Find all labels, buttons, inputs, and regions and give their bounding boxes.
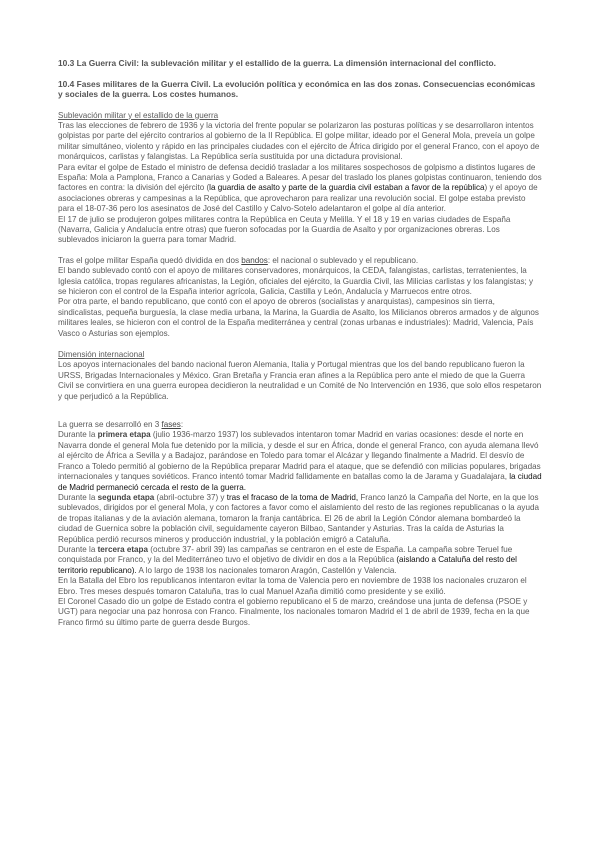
highlight-text: la ciudad de Madrid permaneció cercada el resto de la guerra. <box>58 472 542 492</box>
text-run: (julio 1936-marzo 1937) los sublevados intentaron tomar Madrid en varias ocasiones: desde el norte en Navarra donde el general Mola fue detenido por la milicia, y desde el sur en África, donde el general Franco, con ayuda alemana llevó al ejército de África a Sevilla y a Badajoz, parándose en Toledo para tomar el Alcázar y llegando finalmente a Madrid. El desvío de Franco a Toledo permitió al gobierno de la República preparar Madrid para el ataque, que se defendió con milicias populares, brigadas internacionales y tanques soviéticos. Franco intentó tomar Madrid fallidamente en batallas como la de Jarama y Guadalajara, <box>58 430 541 482</box>
section-title-sublevacion: Sublevación militar y el estallido de la guerra <box>58 110 219 120</box>
section-sublevacion <box>58 111 542 340</box>
paragraph: Los apoyos internacionales del bando nacional fueron Alemania, Italia y Portugal mientras que los del bando republicano fueron la URSS, Brigadas Internacionales y México. Gran Bretaña y Francia eran afines a la República pero ante el miedo de que la Guerra Civil se convirtiera en una guerra europea decidieron la neutralidad e un Comité de No Intervención en 1936, que solo ellos respetaron y que perjudicó a la República. <box>58 360 542 401</box>
text-run: Durante la <box>58 544 98 554</box>
paragraph-tercera-etapa <box>58 545 542 576</box>
underlined-term: fases <box>161 420 181 430</box>
paragraph <box>58 163 542 215</box>
paragraph: El 17 de julio se produjeron golpes militares contra la República en Ceuta y Melilla. Y el 18 y 19 en varias ciudades de España (Navarra, Galicia y Andalucía entre otras) que fueron sofocadas por la Guardia de Asalto y por organizaciones obreras. Los sublevados iniciaron la guerra para tomar Madrid. <box>58 214 511 245</box>
text-run: (abril-octubre 37) y <box>154 492 227 502</box>
paragraph: Tras las elecciones de febrero de 1936 y la victoria del frente popular se polarizaron las posturas políticas y se desarrollaron intentos golpistas por parte del ejército contrarios al gobierno de la II República. El golpe militar, ideado por el General Mola, preveía un golpe militar simultáneo, violento y rápido en las principales ciudades con el ejército de África dirigido por el general Franco, con el apoyo de monárquicos, carlistas y falangistas. La República sería sustituida por una dictadura provisional. <box>58 120 540 162</box>
text-run: : el nacional o sublevado y el republicano. <box>267 255 419 265</box>
text-run: A lo largo de 1938 los nacionales tomaron Aragón, Castellón y Valencia. <box>136 565 397 575</box>
section-title-dimension: Dimensión internacional <box>58 350 145 360</box>
bold-term: primera etapa <box>97 430 151 440</box>
highlight-text: (aislando a Cataluña del resto del territorio republicano). <box>58 555 517 575</box>
text-run: Durante la <box>58 492 98 502</box>
text-run: (octubre 37- abril 39) las campañas se centraron en el este de España. La campaña sobre Teruel fue conquistada por Franco, y la del Mediterráneo tuvo el objetivo de dividir en dos a la República <box>58 544 513 565</box>
text-run: La guerra se desarrolló en 3 <box>58 420 162 430</box>
paragraph: En la Batalla del Ebro los republicanos intentaron evitar la toma de Valencia pero en noviembre de 1938 los nacionales cruzaron el Ebro. Tres meses después tomaron Cataluña, tras lo cual Manuel Azaña dimitió como presidente y se exilió. <box>58 576 527 596</box>
highlight-text: tras el fracaso de la toma de Madrid, <box>226 492 359 502</box>
underlined-term: bandos <box>241 255 268 265</box>
paragraph: Por otra parte, el bando republicano, que contó con el apoyo de obreros (socialistas y anarquistas), campesinos sin tierra, sindicalistas, pequeña burguesía, la clase media urbana, la Marina, la Guardia de Asalto, los Milicianos obreros armados y de algunos militares leales, se hicieron con el control de la España mediterránea y central (zonas urbanas e industriales): Madrid, Valencia, País Vasco o Asturias son ejemplos. <box>58 297 539 338</box>
highlight-text: la guardia de asalto y parte de la guardia civil estaban a favor de la república <box>209 183 485 193</box>
section-fases <box>58 420 542 628</box>
text-run: : <box>180 420 184 430</box>
text-run: Durante la <box>58 430 98 440</box>
text-run: Para evitar el golpe de Estado el ministro de defensa decidió trasladar a los militares sospechosos de golpismo a distintos lugares de España: Mola a Pamplona, Franco a Canarias y Goded a Baleares. A pesar del traslado los planes golpistas continuaron, teniendo dos factores en contra: la división del ejército ( <box>58 162 542 193</box>
paragraph-segunda-etapa <box>58 493 542 545</box>
bold-term: tercera etapa <box>97 544 148 554</box>
text-run: ) y el apoyo de asociaciones obreras y campesinas a la República, que aprovecharon para realizar una revolución social. El golpe estaba previsto para el 18-07-36 pero los asesinatos de José del Castillo y Calvo-Sotelo adelantaron el golpe al día anterior. <box>58 183 538 214</box>
text-run: Tras el golpe militar España quedó dividida en dos <box>58 255 242 265</box>
heading-10-4: 10.4 Fases militares de la Guerra Civil. La evolución política y económica en las dos zonas. Consecuencias económicas y sociales de la guerra. Los costes humanos. <box>58 78 536 99</box>
heading-10-3: 10.3 La Guerra Civil: la sublevación militar y el estallido de la guerra. La dimensión internacional del conflicto. <box>58 58 496 68</box>
spacer <box>58 246 542 256</box>
paragraph <box>58 420 542 430</box>
text-run: Franco lanzó la Campaña del Norte, en la que los sublevados, dirigidos por el general Mola, y con factores a favor como el aislamiento del resto de las regiones republicanas o la ayuda de tropas italianas y de la aviación alemana, tomaron la franja cantábrica. El 26 de abril la Legión Cóndor alemana bombardeó la ciudad de Guernica sobre la población civil, seguidamente cayeron Bilbao, Santander y Asturias. Tras la caída de Asturias la República perdió recursos mineros y producción industrial, y la población emigró a Cataluña. <box>58 492 539 544</box>
section-dimension-internacional <box>58 350 542 402</box>
paragraph-primera-etapa <box>58 430 542 492</box>
document-page <box>58 58 542 628</box>
paragraph <box>58 256 542 266</box>
paragraph: El Coronel Casado dio un golpe de Estado contra el gobierno republicano el 5 de marzo, creándose una junta de defensa (PSOE y UGT) para negociar una paz honrosa con Franco. Finalmente, los nacionales tomaron Madrid el 1 de abril de 1939, fecha en la que Franco firmó su último parte de guerra desde Burgos. <box>58 596 530 627</box>
bold-term: segunda etapa <box>97 492 155 502</box>
paragraph: El bando sublevado contó con el apoyo de militares conservadores, monárquicos, la CEDA, falangistas, carlistas, terratenientes, la Iglesia católica, tropas regulares africanistas, la Legión, oficiales del ejército, la Guardia Civil, las Milicias carlistas y los falangistas; y se hicieron con el control de la España interior agrícola, Galicia, Castilla y León, Andalucía y Marruecos entre otros. <box>58 266 534 296</box>
